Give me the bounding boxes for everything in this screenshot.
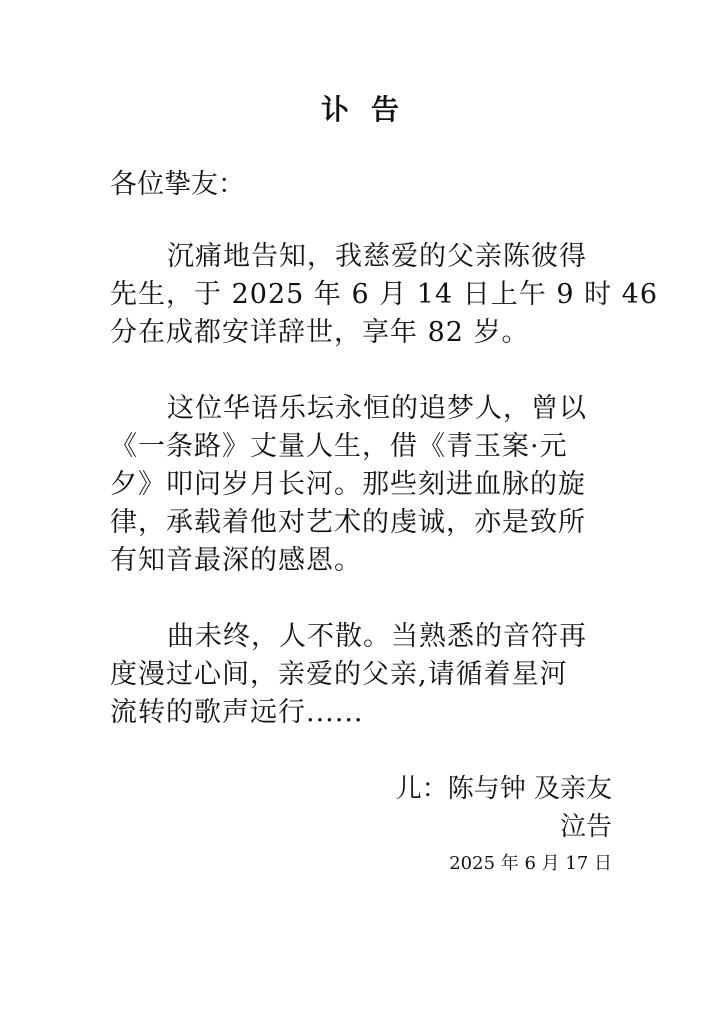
title-char-1: 讣 <box>320 93 349 126</box>
salutation: 各位挚友： <box>110 169 245 200</box>
signature-names: 儿：陈与钟 及亲友 <box>395 774 612 804</box>
paragraph-line: 度漫过心间，亲爱的父亲,请循着星河 <box>110 659 568 690</box>
paragraph-announcement <box>110 238 658 352</box>
paragraph-line: 曲未终，人不散。当熟悉的音符再 <box>167 621 587 652</box>
paragraph-line: 夕》叩问岁月长河。那些刻进血脉的旋 <box>110 469 586 500</box>
paragraph-line: 流转的歌声远行...... <box>110 697 364 728</box>
paragraph-line: 先生，于 2025 年 6 月 14 日上午 9 时 46 <box>110 279 659 310</box>
signature-date: 2025 年 6 月 17 日 <box>449 853 612 874</box>
paragraph-line: 律，承载着他对艺术的虔诚，亦是致所 <box>110 507 586 538</box>
paragraph-line: 有知音最深的感恩。 <box>110 545 362 576</box>
notice-title <box>0 88 720 128</box>
paragraph-farewell <box>110 618 587 732</box>
paragraph-tribute <box>110 390 587 580</box>
paragraph-line: 分在成都安详辞世，享年 82 岁。 <box>110 317 530 348</box>
signature-verb: 泣告 <box>559 812 612 842</box>
paragraph-line: 沉痛地告知，我慈爱的父亲陈彼得 <box>167 241 587 272</box>
paragraph-line: 《一条路》丈量人生，借《青玉案·元 <box>110 431 568 462</box>
paragraph-line: 这位华语乐坛永恒的追梦人，曾以 <box>167 393 587 424</box>
title-char-2: 告 <box>371 93 400 126</box>
